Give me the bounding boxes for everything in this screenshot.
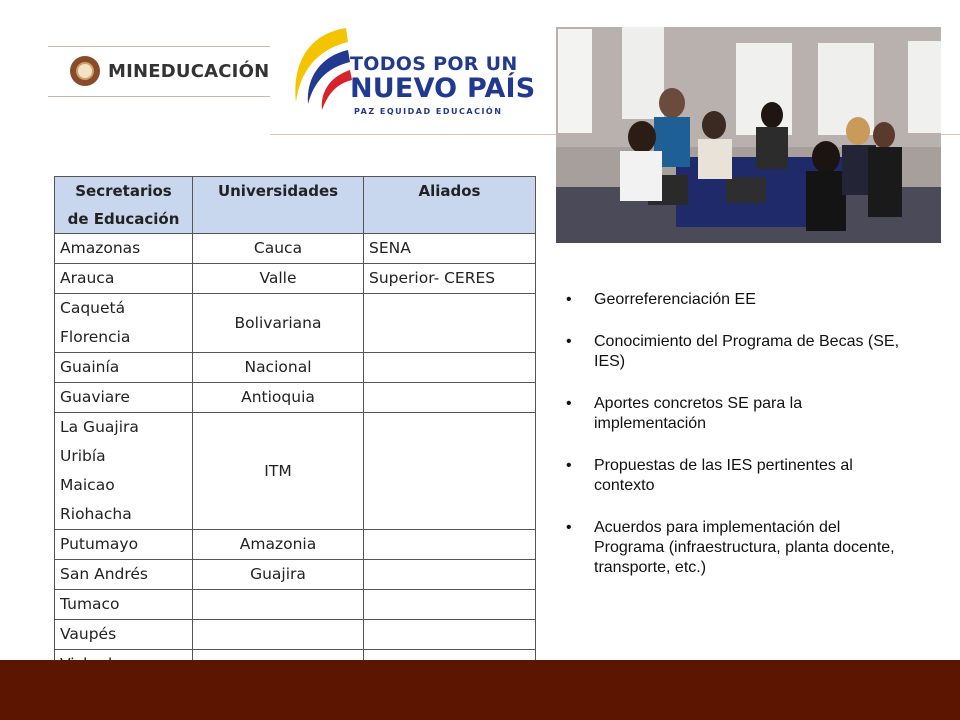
cell-aliado (364, 294, 536, 353)
campaign-tagline: PAZ EQUIDAD EDUCACIÓN (354, 107, 503, 116)
bullet-dot-icon: • (566, 457, 572, 474)
cell-secretario (55, 530, 193, 560)
cell-universidad: Amazonia (193, 530, 364, 560)
cell-aliado (364, 560, 536, 590)
table-row (55, 560, 536, 590)
secretario-name: Putumayo (60, 535, 139, 553)
bullet-dot-icon: • (566, 519, 572, 536)
cell-universidad: ITM (193, 413, 364, 530)
secretario-name: Guainía (60, 358, 120, 376)
secretario-name: Caquetá (60, 299, 126, 317)
header-rule-top (48, 46, 270, 47)
bullet-item (566, 290, 911, 310)
secretario-name: Riohacha (60, 505, 132, 523)
bullet-text: Aportes concretos SE para la implementación (594, 395, 803, 432)
cell-universidad (193, 620, 364, 650)
bullet-dot-icon: • (566, 333, 572, 350)
meeting-photo-illustration (556, 27, 941, 243)
cell-universidad (193, 590, 364, 620)
cell-universidad: Cauca (193, 234, 364, 264)
secretario-name: Florencia (60, 328, 131, 346)
secretario-name: Guaviare (60, 388, 130, 406)
cell-aliado (364, 353, 536, 383)
cell-aliado (364, 530, 536, 560)
cell-universidad: Guajira (193, 560, 364, 590)
cell-secretario (55, 413, 193, 530)
cell-secretario (55, 590, 193, 620)
table-row (55, 590, 536, 620)
secretario-name: La Guajira (60, 418, 139, 436)
partners-table (54, 176, 536, 680)
bullet-item (566, 456, 911, 496)
coat-of-arms-icon (70, 56, 100, 86)
bullet-item (566, 518, 911, 578)
bullet-text: Propuestas de las IES pertinentes al contexto (594, 457, 853, 494)
ministry-name: MINEDUCACIÓN (108, 60, 270, 82)
table-row (55, 413, 536, 530)
secretario-name: Vaupés (60, 625, 117, 643)
cell-universidad: Valle (193, 264, 364, 294)
footer-band (0, 660, 960, 720)
cell-aliado (364, 620, 536, 650)
col-header-universidades: Universidades (193, 177, 364, 234)
cell-aliado: SENA (364, 234, 536, 264)
bullet-dot-icon: • (566, 395, 572, 412)
table-row (55, 294, 536, 353)
cell-secretario (55, 264, 193, 294)
bullet-text: Georreferenciación EE (594, 291, 756, 308)
secretario-name: Amazonas (60, 239, 141, 257)
table-row (55, 620, 536, 650)
col-header-secretarios: Secretarios de Educación (55, 177, 193, 234)
table-body (55, 234, 536, 680)
secretario-name: Tumaco (60, 595, 120, 613)
cell-secretario (55, 560, 193, 590)
table-row (55, 530, 536, 560)
table-header-row (55, 177, 536, 234)
cell-secretario (55, 234, 193, 264)
cell-universidad: Antioquia (193, 383, 364, 413)
bullet-item (566, 394, 911, 434)
outcomes-bullet-list (566, 290, 911, 600)
cell-secretario (55, 353, 193, 383)
secretario-name: Arauca (60, 269, 115, 287)
cell-secretario (55, 383, 193, 413)
cell-aliado (364, 413, 536, 530)
secretario-name: Maicao (60, 476, 115, 494)
col-header-aliados: Aliados (364, 177, 536, 234)
bullet-dot-icon: • (566, 291, 572, 308)
bullet-item (566, 332, 911, 372)
cell-aliado: Superior- CERES (364, 264, 536, 294)
cell-secretario (55, 294, 193, 353)
bullet-text: Acuerdos para implementación del Programa (infraestructura, planta docente, transporte, etc.) (594, 519, 895, 576)
meeting-photo (556, 27, 941, 243)
cell-aliado (364, 383, 536, 413)
campaign-line-1: TODOS POR UN (350, 53, 518, 75)
table-row (55, 234, 536, 264)
todos-por-un-nuevo-pais-logo (286, 20, 536, 120)
table-row (55, 383, 536, 413)
cell-secretario (55, 620, 193, 650)
table-row (55, 353, 536, 383)
header-rule-bottom (48, 96, 270, 97)
cell-universidad: Bolivariana (193, 294, 364, 353)
campaign-line-2: NUEVO PAÍS (350, 73, 536, 104)
secretario-name: San Andrés (60, 565, 148, 583)
tricolor-swoosh-icon (286, 20, 356, 120)
table-row (55, 264, 536, 294)
cell-aliado (364, 590, 536, 620)
mineducacion-logo (70, 56, 269, 86)
secretario-name: Uribía (60, 447, 106, 465)
cell-universidad: Nacional (193, 353, 364, 383)
bullet-text: Conocimiento del Programa de Becas (SE, IES) (594, 333, 900, 370)
